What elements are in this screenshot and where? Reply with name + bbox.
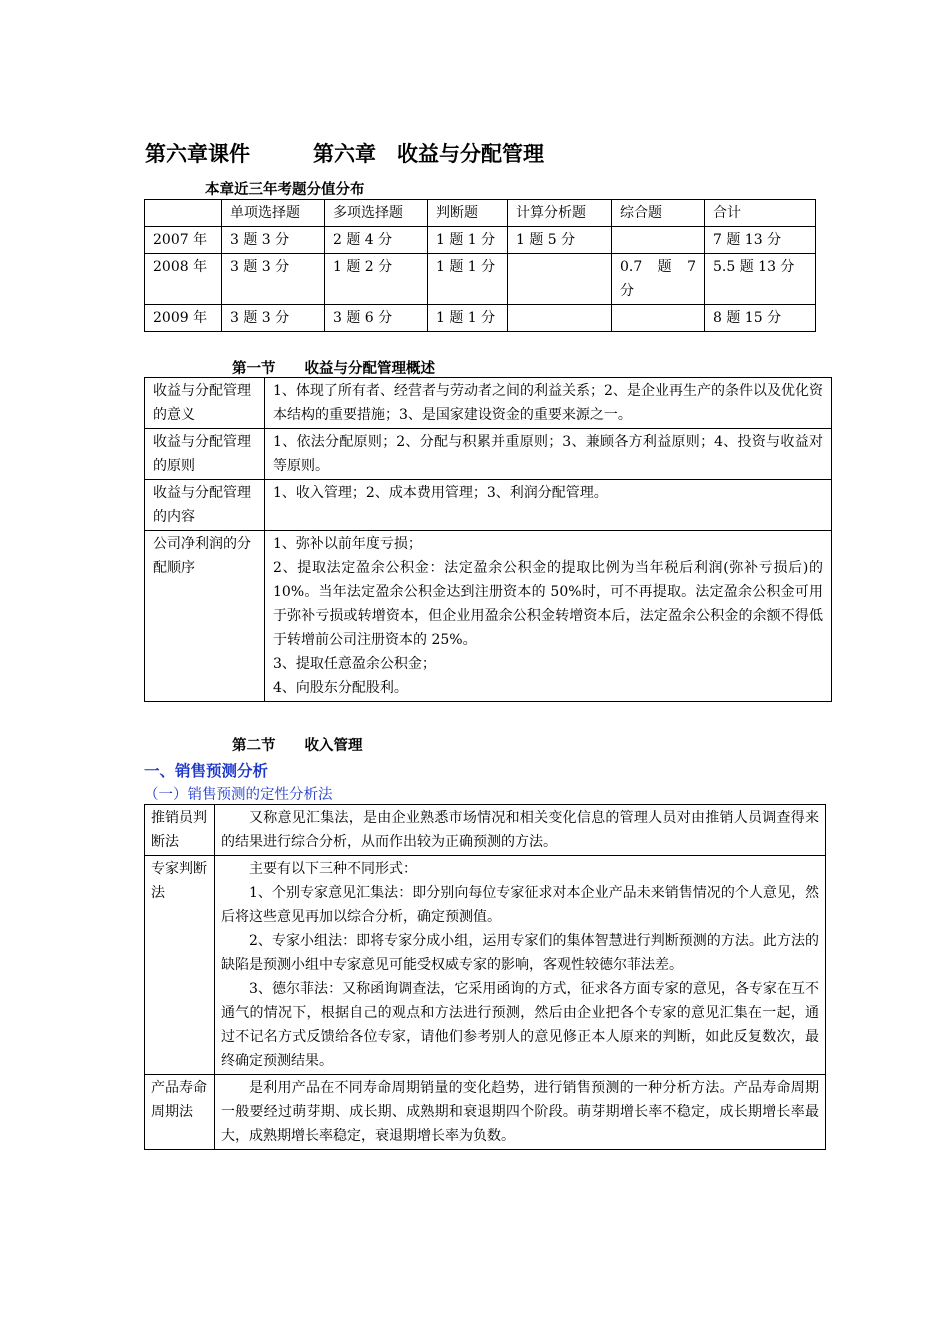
table-header-cell [145, 200, 222, 227]
table-cell: 5.5 题 13 分 [705, 254, 816, 305]
content-paragraph: 1、个别专家意见汇集法：即分别向每位专家征求对本企业产品未来销售情况的个人意见，然后将这些意见再加以综合分析，确定预测值。 [221, 885, 819, 925]
table-row [145, 1075, 826, 1150]
score-table-header-row [145, 200, 816, 227]
row-content: 1、依法分配原则；2、分配与积累并重原则；3、兼顾各方利益原则；4、投资与收益对等原则。 [265, 429, 832, 480]
table-row [145, 531, 832, 702]
row-content [215, 1075, 826, 1150]
table-row [145, 429, 832, 480]
table-cell: 3 题 3 分 [222, 254, 325, 305]
table-row [145, 856, 826, 1075]
content-paragraph: 是利用产品在不同寿命周期销量的变化趋势，进行销售预测的一种分析方法。产品寿命周期一般要经过萌芽期、成长期、成熟期和衰退期四个阶段。萌芽期增长率不稳定，成长期增长率最大，成熟期增长率稳定，衰退期增长率为负数。 [221, 1080, 819, 1144]
table-header-cell: 合计 [705, 200, 816, 227]
overview-table [144, 377, 832, 702]
row-label: 专家判断法 [145, 856, 215, 1075]
row-content: 1、收入管理；2、成本费用管理；3、利润分配管理。 [265, 480, 832, 531]
table-cell: 1 题 1 分 [428, 254, 508, 305]
table-cell: 1 题 1 分 [428, 227, 508, 254]
table-cell: 3 题 6 分 [325, 305, 428, 332]
row-label: 产品寿命周期法 [145, 1075, 215, 1150]
table-header-cell: 综合题 [612, 200, 705, 227]
table-row [145, 254, 816, 305]
table-cell: 7 题 13 分 [705, 227, 816, 254]
table-row [145, 378, 832, 429]
content-paragraph: 3、德尔菲法：又称函询调查法，它采用函询的方式，征求各方面专家的意见，各专家在互不通气的情况下，根据自己的观点和方法进行预测，然后由企业把各个专家的意见汇集在一起，通过不记名方式反馈给各位专家，请他们参考别人的意见修正本人原来的判断，如此反复数次，最终确定预测结果。 [221, 981, 819, 1069]
table-row [145, 480, 832, 531]
table-cell: 3 题 3 分 [222, 305, 325, 332]
row-content [265, 531, 832, 702]
table-header-cell: 判断题 [428, 200, 508, 227]
table-cell [612, 305, 705, 332]
table-cell [612, 227, 705, 254]
subheading-qualitative: （一）销售预测的定性分析法 [144, 787, 333, 803]
table-cell [508, 254, 612, 305]
row-label: 收益与分配管理的意义 [145, 378, 265, 429]
row-content: 1、体现了所有者、经营者与劳动者之间的利益关系；2、是企业再生产的条件以及优化资本结构的重要措施；3、是国家建设资金的重要来源之一。 [265, 378, 832, 429]
table-row [145, 805, 826, 856]
score-table-caption: 本章近三年考题分值分布 [205, 182, 365, 198]
table-cell: 2 题 4 分 [325, 227, 428, 254]
table-cell: 0.7 题 7 分 [612, 254, 705, 305]
table-header-cell: 单项选择题 [222, 200, 325, 227]
table-row [145, 227, 816, 254]
content-line: 4、向股东分配股利。 [273, 680, 408, 696]
table-header-cell: 计算分析题 [508, 200, 612, 227]
content-paragraph: 2、专家小组法：即将专家分成小组，运用专家们的集体智慧进行判断预测的方法。此方法的缺陷是预测小组中专家意见可能受权威专家的影响，客观性较德尔菲法差。 [221, 933, 819, 973]
row-label: 公司净利润的分配顺序 [145, 531, 265, 702]
row-content [215, 856, 826, 1075]
content-line: 2、提取法定盈余公积金：法定盈余公积金的提取比例为当年税后利润(弥补亏损后)的 10%。当年法定盈余公积金达到注册资本的 50%时，可不再提取。法定盈余公积金可用于弥补亏损或转增资本，但企业用盈余公积金转增资本后，法定盈余公积金的余额不得低于转增前公司注册资本的 25%。 [273, 560, 823, 648]
table-cell: 2007 年 [145, 227, 222, 254]
table-header-cell: 多项选择题 [325, 200, 428, 227]
table-row [145, 305, 816, 332]
row-content [215, 805, 826, 856]
table-cell: 2008 年 [145, 254, 222, 305]
table-cell [508, 305, 612, 332]
row-label: 收益与分配管理的原则 [145, 429, 265, 480]
row-label: 收益与分配管理的内容 [145, 480, 265, 531]
content-line: 3、提取任意盈余公积金； [273, 656, 436, 672]
forecast-methods-table [144, 804, 826, 1150]
content-line: 1、弥补以前年度亏损； [273, 536, 422, 552]
page-title: 第六章课件 第六章 收益与分配管理 [145, 142, 544, 166]
table-cell: 8 题 15 分 [705, 305, 816, 332]
table-cell: 1 题 5 分 [508, 227, 612, 254]
content-paragraph: 又称意见汇集法，是由企业熟悉市场情况和相关变化信息的管理人员对由推销人员调查得来的结果进行综合分析，从而作出较为正确预测的方法。 [221, 810, 819, 850]
table-cell: 1 题 2 分 [325, 254, 428, 305]
section2-heading: 第二节 收入管理 [232, 738, 363, 754]
section1-heading: 第一节 收益与分配管理概述 [232, 361, 435, 377]
table-cell: 1 题 1 分 [428, 305, 508, 332]
table-cell: 2009 年 [145, 305, 222, 332]
score-table [144, 199, 816, 332]
heading-sales-forecast: 一、销售预测分析 [144, 762, 269, 780]
content-paragraph: 主要有以下三种不同形式： [249, 861, 417, 877]
row-label: 推销员判断法 [145, 805, 215, 856]
table-cell: 3 题 3 分 [222, 227, 325, 254]
